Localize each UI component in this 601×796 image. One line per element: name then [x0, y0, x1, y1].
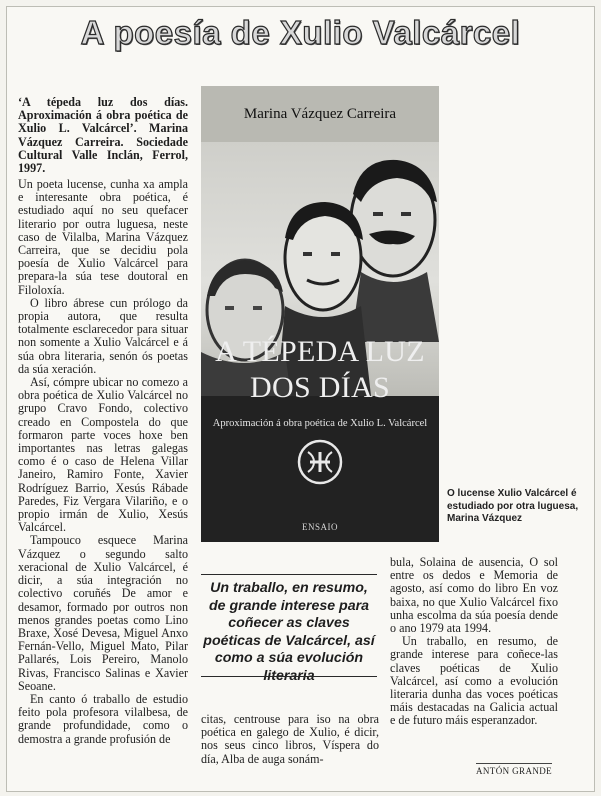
column-3: [390, 556, 558, 728]
paragraph: Tampouco esquece Marina Vázquez o segundo salto xeracional de Xulio Valcárcel, é dicir, a súa integración no colectivo coruñés De amor e desamor, formado por outros non menos grandes poetas como Lino Braxe, Xosé Devesa, Miguel Anxo Fernán-Vello, Miguel Mato, Pilar Pallarés, Lois Pereiro, Manolo Rivas, Francisco Salinas e Xavier Seoane.: [18, 533, 188, 693]
cover-subtitle: Aproximación á obra poética de Xulio L. Valcárcel: [212, 418, 428, 429]
pullquote: Un traballo, en resumo, de grande interese para coñecer as claves poéticas de Valcárcel, así como a súa evolución literaria: [203, 580, 375, 684]
paragraph: Así, cómpre ubicar no comezo a obra poética de Xulio Valcárcel no grupo Cravo Fondo, colectivo creado en Compostela do que formaron parte voces hoxe ben importantes nas letras galegas como é o caso de Helena Villar Janeiro, Ramiro Fonte, Xavier Rodríguez Barrio, Xesús Rábade Paredes, Fiz Vergara Vilariño, e o propio irmán de Xulio, Xesús Valcárcel.: [18, 375, 188, 535]
paragraph: Un traballo, en resumo, de grande interese para coñece-las claves poéticas de Xulio Valcárcel, así como a evolución literaria dunha das voces poéticas máis destacadas na Galicia actual e de futuro máis esperanzador.: [390, 634, 558, 728]
book-cover-image: [201, 86, 439, 542]
cover-title-line-2: DOS DÍAS: [250, 371, 390, 404]
paragraph: Un poeta lucense, cunha xa ampla e interesante obra poética, é estudiado aquí no seu quefacer literario por outra luguesa, neste caso de Vilalba, Marina Vázquez Carreira, que se decidiu pola poesía de Xulio Valcárcel para prepara-la súa tese doutoral en Filoloxía.: [18, 177, 188, 297]
author-byline: ANTÓN GRANDE: [476, 763, 552, 776]
column-2-continuation: [201, 713, 379, 766]
cover-author: Marina Vázquez Carreira: [201, 86, 439, 142]
pullquote-rule-top: [201, 574, 377, 575]
paragraph: En canto ó traballo de estudio feito pola profesora vilalbesa, de grande profundidade, como o demostra a grande profusión de: [18, 691, 188, 746]
article-headline: A poesía de Xulio Valcárcel: [80, 14, 521, 51]
column-1: [18, 178, 188, 746]
paragraph: citas, centrouse para iso na obra poética en galego de Xulio, é dicir, nos seus cinco libros, Víspera do día, Alba de auga sonám-: [201, 712, 379, 766]
pullquote-rule-bottom: [201, 676, 377, 677]
paragraph: O libro ábrese cun prólogo da propia autora, que resulta totalmente esclarecedor para situar non somente a Xulio Valcárcel e á súa obra literaria, senón ós poetas da súa xeración.: [18, 295, 188, 376]
cover-series: ENSAIO: [302, 522, 338, 532]
cover-title-line-1: A TÉPEDA LUZ: [215, 335, 425, 368]
paragraph: bula, Solaina de ausencia, O sol entre os dedos e Memoria de agosto, así como do libro En voz baixa, no que Xulio Valcárcel fixo unha escolma da súa poesía dende o ano 1979 ata 1994.: [390, 555, 558, 636]
publisher-emblem-icon: [296, 438, 344, 486]
bibliography-block: ‘A tépeda luz dos días. Aproximación á obra poética de Xulio L. Valcárcel’. Marina Vázquez Carreira. Sociedade Cultural Valle Inclán, Ferrol, 1997.: [18, 95, 188, 176]
photo-caption: O lucense Xulio Valcárcel é estudiado por otra luguesa, Marina Vázquez: [447, 488, 579, 524]
